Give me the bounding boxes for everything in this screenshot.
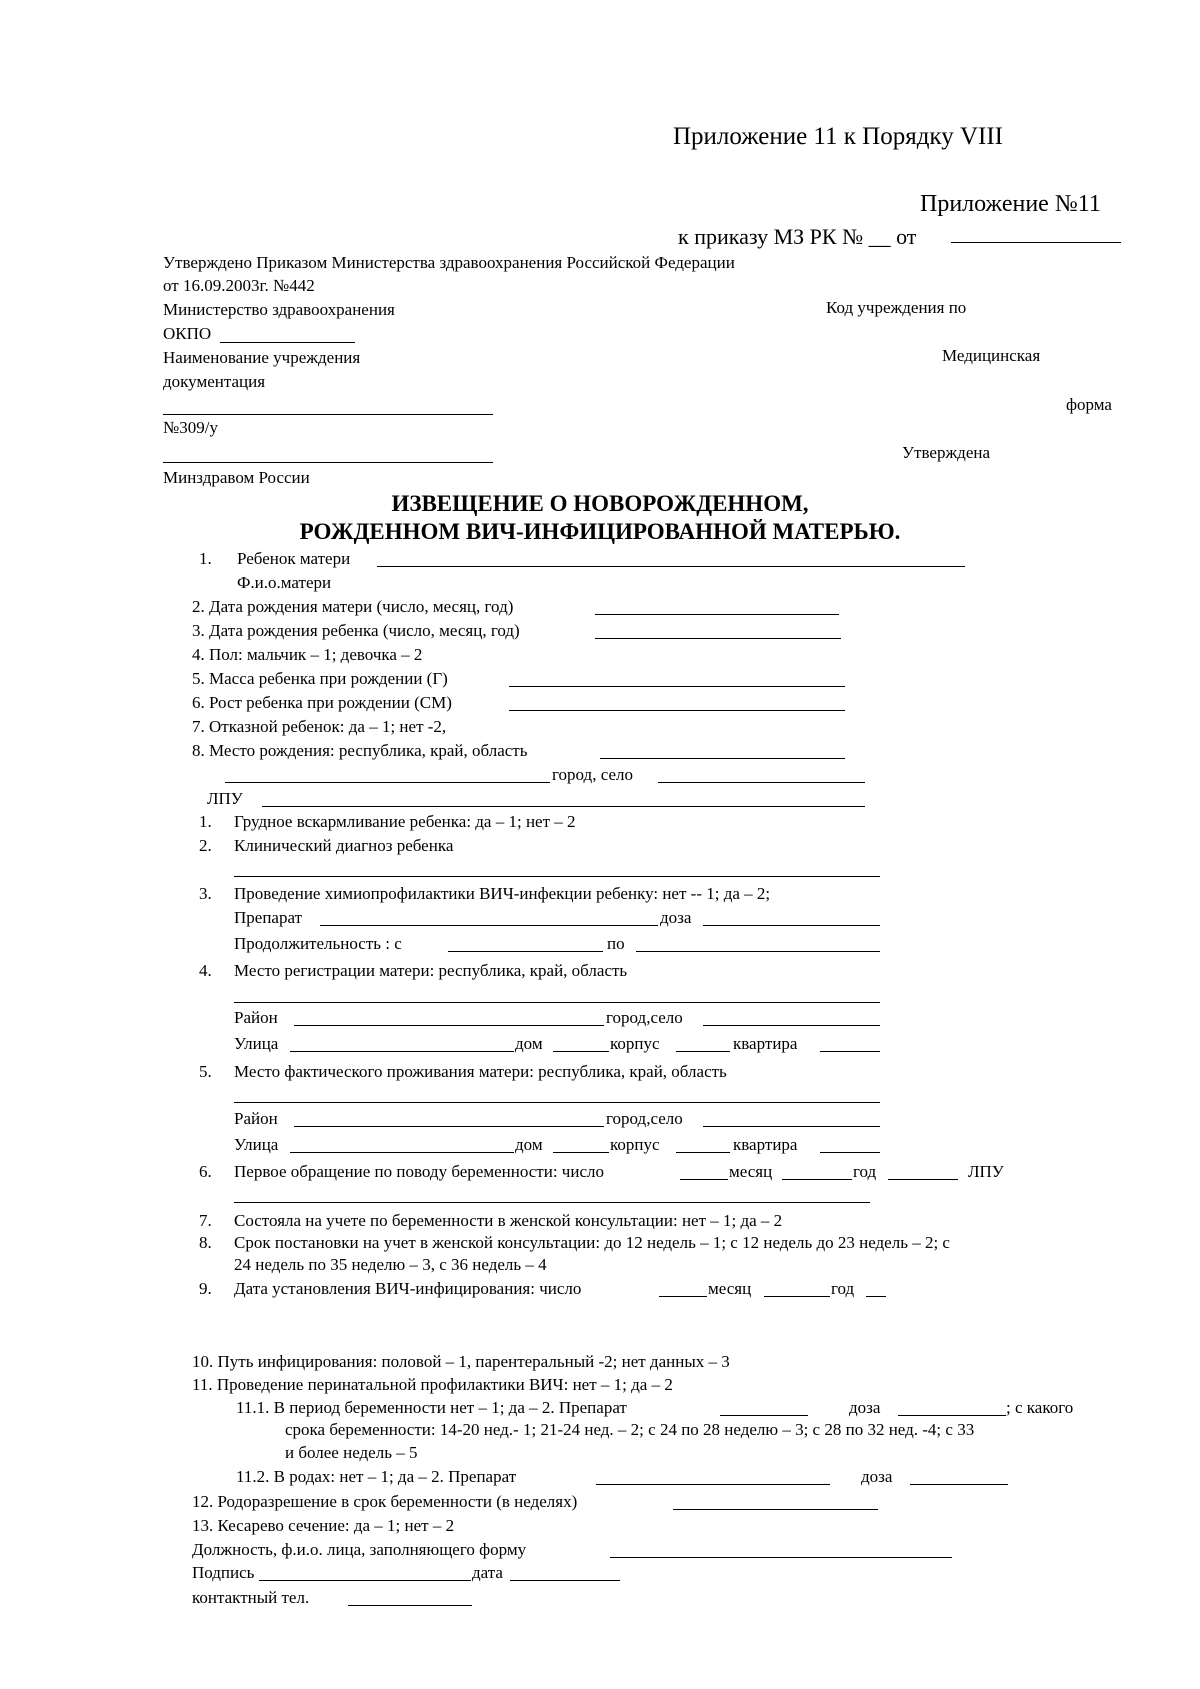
delivery-drug-line[interactable] bbox=[596, 1484, 830, 1485]
child-birthdate-line[interactable] bbox=[595, 638, 841, 639]
approved-by-label: Утверждена bbox=[902, 443, 991, 462]
pregnancy-prophylaxis-label: 11.1. В период беременности нет – 1; да – 2. Препарат bbox=[236, 1398, 627, 1417]
reg-city-line[interactable] bbox=[703, 1025, 880, 1026]
signature-line[interactable] bbox=[259, 1580, 471, 1581]
item-number: 8. bbox=[199, 1233, 212, 1252]
signature-label: Подпись bbox=[192, 1563, 255, 1582]
duration-label: Продолжительность : с bbox=[234, 934, 402, 953]
appendix-number: Приложение №11 bbox=[920, 191, 1101, 217]
weight-line[interactable] bbox=[509, 686, 845, 687]
phone-line[interactable] bbox=[348, 1605, 472, 1606]
breastfeeding-label: Грудное вскармливание ребенка: да – 1; нет – 2 bbox=[234, 812, 576, 831]
item-number: 3. bbox=[199, 884, 212, 903]
actual-residence-label: Место фактического проживания матери: республика, край, область bbox=[234, 1062, 727, 1081]
act-street-line[interactable] bbox=[290, 1152, 514, 1153]
hiv-month-label: месяц bbox=[708, 1279, 752, 1298]
act-city-label: город,село bbox=[606, 1109, 683, 1128]
child-birthdate-label: 3. Дата рождения ребенка (число, месяц, год) bbox=[192, 621, 520, 640]
birthplace-district-line[interactable] bbox=[225, 782, 550, 783]
hiv-day-line[interactable] bbox=[659, 1296, 707, 1297]
registration-term-label-2: 24 недель по 35 неделю – 3, с 36 недель – 4 bbox=[234, 1255, 547, 1274]
mother-birthdate-label: 2. Дата рождения матери (число, месяц, год) bbox=[192, 597, 514, 616]
act-apartment-line[interactable] bbox=[820, 1152, 880, 1153]
abandoned-label: 7. Отказной ребенок: да – 1; нет -2, bbox=[192, 717, 447, 736]
order-reference: к приказу МЗ РК № __ от bbox=[678, 224, 917, 249]
reg-apartment-label: квартира bbox=[733, 1034, 798, 1053]
form-label: форма bbox=[1066, 395, 1112, 414]
first-visit-year-label: год bbox=[853, 1162, 877, 1181]
act-district-label: Район bbox=[234, 1109, 278, 1128]
first-visit-lpu-label: ЛПУ bbox=[968, 1162, 1004, 1181]
cesarean-label: 13. Кесарево сечение: да – 1; нет – 2 bbox=[192, 1516, 455, 1535]
reg-house-label: дом bbox=[515, 1034, 543, 1053]
drug-line[interactable] bbox=[320, 925, 658, 926]
pregnancy-term-options-2: и более недель – 5 bbox=[285, 1443, 418, 1462]
form-number-line[interactable] bbox=[163, 462, 493, 463]
first-visit-label: Первое обращение по поводу беременности: число bbox=[234, 1162, 604, 1181]
weight-label: 5. Масса ребенка при рождении (Г) bbox=[192, 669, 448, 688]
registration-region-line[interactable] bbox=[234, 1002, 880, 1003]
form-number: №309/у bbox=[163, 418, 218, 437]
item-number: 1. bbox=[199, 549, 212, 568]
registration-label: Место регистрации матери: республика, край, область bbox=[234, 961, 628, 980]
hiv-year-line[interactable] bbox=[866, 1296, 886, 1297]
hiv-date-label: Дата установления ВИЧ-инфицирования: число bbox=[234, 1279, 582, 1298]
item-number: 6. bbox=[199, 1162, 212, 1181]
lpu-label: ЛПУ bbox=[207, 789, 243, 808]
birthplace-label: 8. Место рождения: республика, край, область bbox=[192, 741, 528, 760]
act-apartment-label: квартира bbox=[733, 1135, 798, 1154]
act-house-line[interactable] bbox=[553, 1152, 609, 1153]
act-building-line[interactable] bbox=[676, 1152, 730, 1153]
reg-building-line[interactable] bbox=[676, 1051, 730, 1052]
title-line1: ИЗВЕЩЕНИЕ О НОВОРОЖДЕННОМ, bbox=[391, 491, 809, 516]
item-number: 9. bbox=[199, 1279, 212, 1298]
first-visit-day-line[interactable] bbox=[680, 1179, 728, 1180]
birthplace-region-line[interactable] bbox=[600, 758, 845, 759]
sex-label: 4. Пол: мальчик – 1; девочка – 2 bbox=[192, 645, 423, 664]
act-street-label: Улица bbox=[234, 1135, 279, 1154]
filler-position-line[interactable] bbox=[610, 1557, 952, 1558]
first-visit-month-label: месяц bbox=[729, 1162, 773, 1181]
act-house-label: дом bbox=[515, 1135, 543, 1154]
dose-line[interactable] bbox=[703, 925, 880, 926]
diagnosis-line[interactable] bbox=[234, 876, 880, 877]
first-visit-month-line[interactable] bbox=[782, 1179, 852, 1180]
city-village-line[interactable] bbox=[658, 782, 865, 783]
registered-label: Состояла на учете по беременности в женской консультации: нет – 1; да – 2 bbox=[234, 1211, 783, 1230]
org-name-label: Наименование учреждения bbox=[163, 348, 361, 367]
mother-birthdate-line[interactable] bbox=[595, 614, 839, 615]
reg-street-line[interactable] bbox=[290, 1051, 514, 1052]
child-of-mother-line[interactable] bbox=[377, 566, 965, 567]
height-line[interactable] bbox=[509, 710, 845, 711]
first-visit-lpu-line[interactable] bbox=[234, 1202, 870, 1203]
pregnancy-drug-line[interactable] bbox=[720, 1415, 808, 1416]
item-number: 2. bbox=[199, 836, 212, 855]
title-line2: РОЖДЕННОМ ВИЧ-ИНФИЦИРОВАННОЙ МАТЕРЬЮ. bbox=[299, 519, 901, 544]
child-of-mother-label: Ребенок матери bbox=[237, 549, 351, 568]
item-number: 4. bbox=[199, 961, 212, 980]
hiv-year-label: год bbox=[831, 1279, 855, 1298]
mother-fio-label: Ф.и.о.матери bbox=[237, 573, 332, 592]
phone-label: контактный тел. bbox=[192, 1588, 310, 1607]
hiv-month-line[interactable] bbox=[764, 1296, 830, 1297]
pregnancy-term-label: ; с какого bbox=[1006, 1398, 1074, 1417]
actual-region-line[interactable] bbox=[234, 1102, 880, 1103]
pregnancy-term-options: срока беременности: 14-20 нед.- 1; 21-24 нед. – 2; с 24 по 28 неделю – 3; с 28 по 32 нед. -4; с 33 bbox=[285, 1420, 975, 1439]
city-village-label: город, село bbox=[552, 765, 633, 784]
approved-line2: от 16.09.2003г. №442 bbox=[163, 276, 315, 295]
reg-street-label: Улица bbox=[234, 1034, 279, 1053]
reg-house-line[interactable] bbox=[553, 1051, 609, 1052]
item-number: 7. bbox=[199, 1211, 212, 1230]
delivery-term-label: 12. Родоразрешение в срок беременности (в неделях) bbox=[192, 1492, 578, 1511]
org-name-line[interactable] bbox=[163, 414, 493, 415]
okpo-line[interactable] bbox=[220, 342, 355, 343]
reg-district-line[interactable] bbox=[294, 1025, 604, 1026]
act-city-line[interactable] bbox=[703, 1126, 880, 1127]
first-visit-year-line[interactable] bbox=[888, 1179, 958, 1180]
minzdrav-label: Минздравом России bbox=[163, 468, 310, 487]
delivery-term-line[interactable] bbox=[673, 1509, 878, 1510]
duration-to-label: по bbox=[607, 934, 625, 953]
reg-city-label: город,село bbox=[606, 1008, 683, 1027]
registration-term-label: Срок постановки на учет в женской консультации: до 12 недель – 1; с 12 недель до 23 недель – 2; с bbox=[234, 1233, 950, 1252]
act-district-line[interactable] bbox=[294, 1126, 604, 1127]
okpo-label: ОКПО bbox=[163, 324, 212, 343]
pregnancy-dose-label: доза bbox=[849, 1398, 881, 1417]
delivery-dose-line[interactable] bbox=[910, 1484, 1008, 1485]
act-building-label: корпус bbox=[610, 1135, 660, 1154]
reg-apartment-line[interactable] bbox=[820, 1051, 880, 1052]
delivery-dose-label: доза bbox=[861, 1467, 893, 1486]
height-label: 6. Рост ребенка при рождении (СМ) bbox=[192, 693, 452, 712]
appendix-order: Приложение 11 к Порядку VIII bbox=[673, 123, 1003, 150]
chemoprophylaxis-label: Проведение химиопрофилактики ВИЧ-инфекции ребенку: нет -- 1; да – 2; bbox=[234, 884, 771, 903]
reg-building-label: корпус bbox=[610, 1034, 660, 1053]
approved-line1: Утверждено Приказом Министерства здравоохранения Российской Федерации bbox=[163, 253, 735, 272]
perinatal-label: 11. Проведение перинатальной профилактики ВИЧ: нет – 1; да – 2 bbox=[192, 1375, 673, 1394]
duration-from-line[interactable] bbox=[448, 951, 603, 952]
infection-route-label: 10. Путь инфицирования: половой – 1, парентеральный -2; нет данных – 3 bbox=[192, 1352, 730, 1371]
drug-label: Препарат bbox=[234, 908, 302, 927]
date-label: дата bbox=[472, 1563, 503, 1582]
medical-label: Медицинская bbox=[942, 346, 1041, 365]
dose-label: доза bbox=[660, 908, 692, 927]
pregnancy-dose-line[interactable] bbox=[898, 1415, 1006, 1416]
item-number: 5. bbox=[199, 1062, 212, 1081]
item-number: 1. bbox=[199, 812, 212, 831]
lpu-line[interactable] bbox=[262, 806, 865, 807]
date-line[interactable] bbox=[510, 1580, 620, 1581]
order-date-line[interactable] bbox=[951, 242, 1121, 243]
diagnosis-label: Клинический диагноз ребенка bbox=[234, 836, 454, 855]
reg-district-label: Район bbox=[234, 1008, 278, 1027]
documentation-label: документация bbox=[163, 372, 266, 391]
ministry-label: Министерство здравоохранения bbox=[163, 300, 395, 319]
duration-to-line[interactable] bbox=[636, 951, 880, 952]
delivery-prophylaxis-label: 11.2. В родах: нет – 1; да – 2. Препарат bbox=[236, 1467, 517, 1486]
org-code-label: Код учреждения по bbox=[826, 298, 967, 317]
filler-position-label: Должность, ф.и.о. лица, заполняющего форму bbox=[192, 1540, 527, 1559]
